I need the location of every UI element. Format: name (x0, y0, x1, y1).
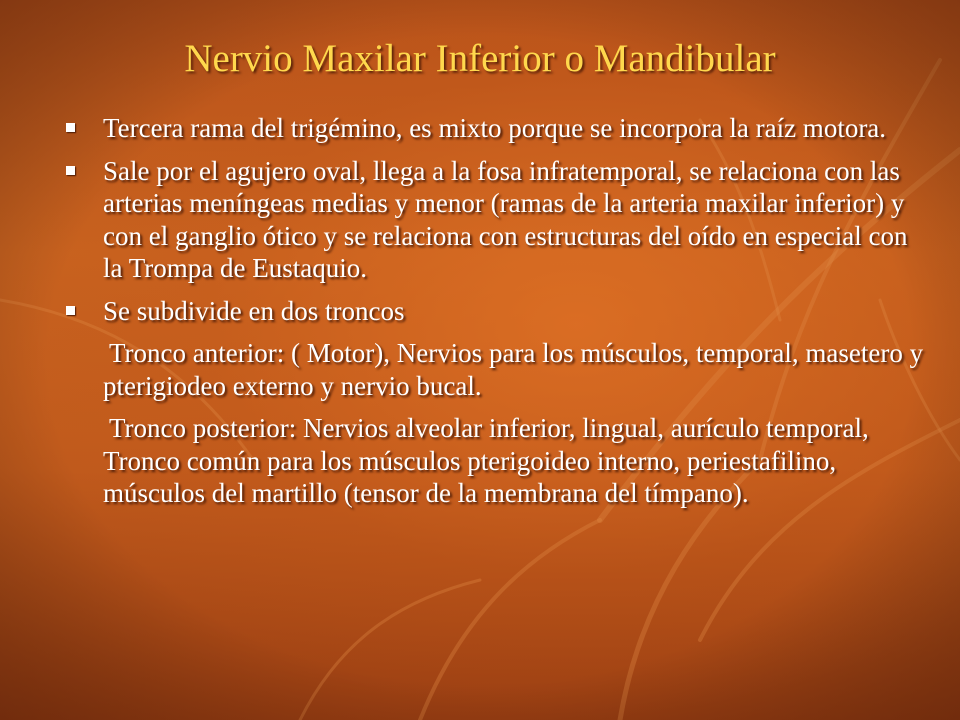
bullet-item (64, 112, 924, 145)
slide-title: Nervio Maxilar Inferior o Mandibular (184, 37, 776, 80)
bullet-text: Sale por el agujero oval, llega a la fosa infratemporal, se relaciona con las arterias meníngeas medias y menor (ramas de la arteria maxilar inferior) y con el ganglio ótico y se relaciona con estructuras del oído en especial con la Trompa de Eustaquio. (103, 155, 908, 283)
square-bullet-icon (66, 306, 75, 315)
slide-body (64, 112, 924, 520)
bullet-item (64, 155, 924, 285)
bullet-item (64, 295, 924, 328)
square-bullet-icon (66, 123, 75, 132)
bullet-text: Tercera rama del trigémino, es mixto porque se incorpora la raíz motora. (103, 113, 887, 143)
bullet-text: Se subdivide en dos troncos (103, 295, 405, 326)
square-bullet-icon (66, 166, 75, 175)
subparagraph-anterior-trunk: Tronco anterior: ( Motor), Nervios para los músculos, temporal, masetero y pterigiodeo externo y nervio bucal. (103, 338, 924, 401)
subparagraph-posterior-trunk: Tronco posterior: Nervios alveolar inferior, lingual, aurículo temporal, Tronco común para los músculos pterigoideo interno, periestafilino, músculos del martillo (tensor de la membrana del tímpano). (103, 413, 869, 508)
